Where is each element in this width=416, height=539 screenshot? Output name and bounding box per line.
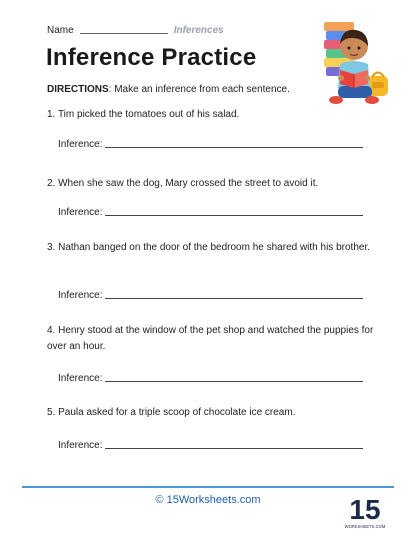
footer-copyright: © 15Worksheets.com	[155, 494, 261, 506]
footer-divider	[22, 486, 394, 488]
child-reading-illustration-icon	[314, 16, 392, 112]
answer-label: Inference:	[58, 290, 103, 301]
answer-row-1	[58, 138, 363, 150]
answer-row-2	[58, 206, 363, 218]
worksheets-logo-icon	[344, 491, 386, 531]
directions-label: DIRECTIONS	[47, 84, 109, 95]
answer-row-5	[58, 439, 363, 451]
question-3: 3. Nathan banged on the door of the bedroom he shared with his brother.	[47, 242, 370, 253]
answer-label: Inference:	[58, 373, 103, 384]
directions	[47, 84, 290, 95]
name-label: Name	[47, 25, 74, 36]
answer-label: Inference:	[58, 440, 103, 451]
name-field-row	[47, 25, 224, 36]
answer-line[interactable]	[105, 138, 363, 148]
answer-row-4	[58, 372, 363, 384]
answer-line[interactable]	[105, 372, 363, 382]
answer-line[interactable]	[105, 289, 363, 299]
answer-line[interactable]	[105, 439, 363, 449]
question-5: 5. Paula asked for a triple scoop of chocolate ice cream.	[47, 407, 296, 418]
topic-label: Inferences	[173, 25, 224, 36]
answer-row-3	[58, 289, 363, 301]
question-4: 4. Henry stood at the window of the pet shop and watched the puppies for over an hour.	[47, 325, 374, 352]
question-2: 2. When she saw the dog, Mary crossed the street to avoid it.	[47, 178, 319, 189]
directions-text: : Make an inference from each sentence.	[108, 84, 290, 95]
logo-number: 15	[349, 494, 381, 525]
page-title: Inference Practice	[46, 44, 257, 71]
answer-line[interactable]	[105, 206, 363, 216]
logo-text: WORKSHEETS.COM	[344, 524, 386, 529]
answer-label: Inference:	[58, 207, 103, 218]
answer-label: Inference:	[58, 139, 103, 150]
question-1: 1. Tim picked the tomatoes out of his salad.	[47, 109, 240, 120]
name-input-line[interactable]	[80, 25, 168, 34]
